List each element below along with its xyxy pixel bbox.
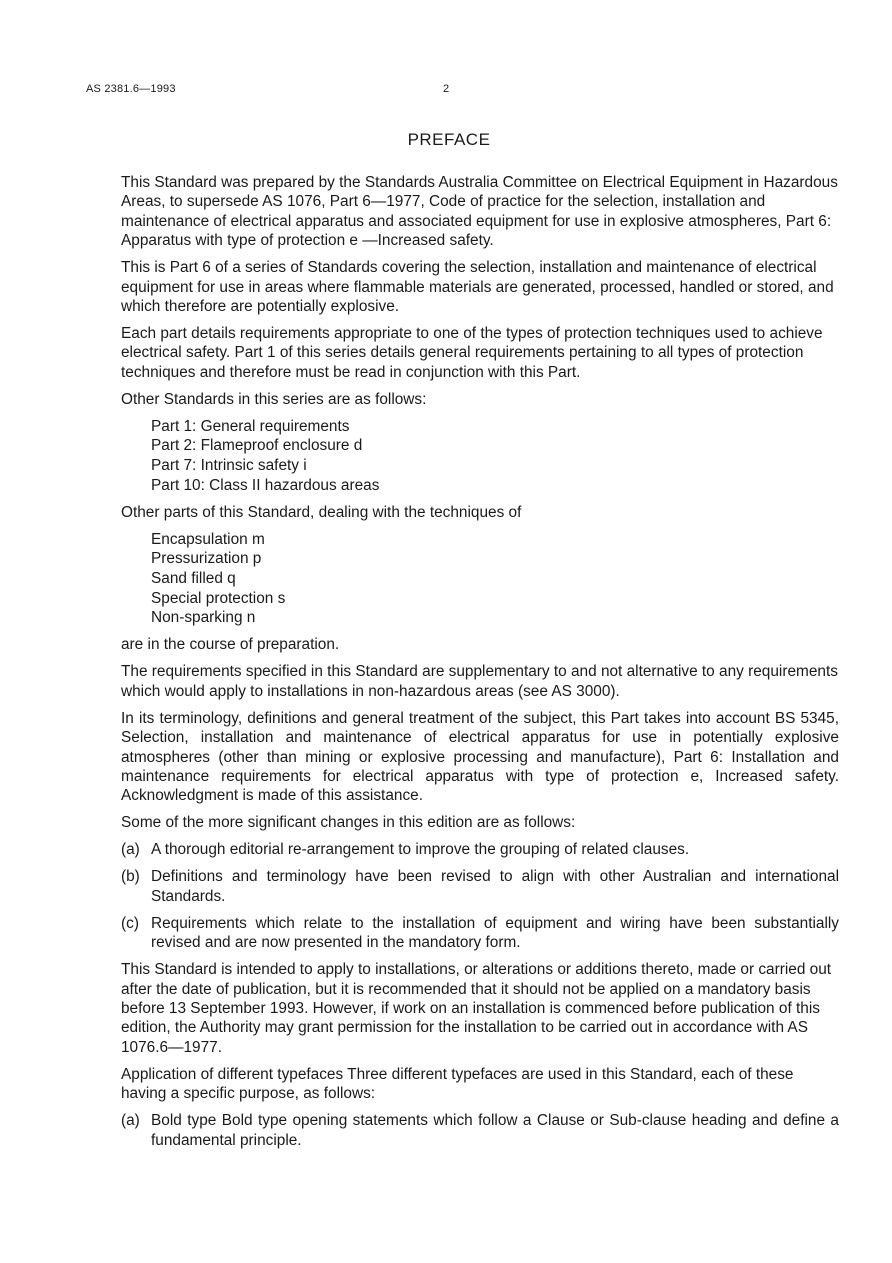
list-text: Requirements which relate to the installation of equipment and wiring have been substantially revised and are now presented in the mandatory form.: [151, 914, 839, 952]
list-label: (b): [121, 868, 140, 886]
paragraph-preparation: are in the course of preparation.: [121, 636, 340, 654]
page-number: 2: [443, 83, 450, 95]
list-text: A thorough editorial re-arrangement to improve the grouping of related clauses.: [151, 841, 690, 859]
paragraph-typefaces: Application of different typefaces Three different typefaces are used in this Standard, each of these having a specific purpose, as follows:: [121, 1065, 794, 1103]
techniques-list: [151, 530, 839, 628]
paragraph-other-standards: Other Standards in this series are as follows:: [121, 390, 427, 408]
page-title: PREFACE: [407, 130, 491, 149]
list-item: [121, 840, 839, 859]
list-item: Part 10: Class II hazardous areas: [151, 476, 380, 494]
paragraph-other-parts: Other parts of this Standard, dealing with the techniques of: [121, 503, 522, 521]
list-label: (c): [121, 914, 139, 932]
list-item: Part 2: Flameproof enclosure d: [151, 437, 363, 455]
list-item: Non-sparking n: [151, 609, 256, 627]
list-item: Sand filled q: [151, 570, 236, 587]
document-body: [121, 173, 839, 1158]
paragraph-supersede: This Standard was prepared by the Standards Australia Committee on Electrical Equipment in Hazardous Areas, to supersede AS 1076, Part 6—1977, Code of practice for the selection, installation and maintenance of electrical apparatus and associated equipment for use in explosive atmospheres, Part 6: Apparatus with type of protection e —Increased safety.: [121, 174, 838, 250]
list-label: (a): [121, 1112, 140, 1130]
list-item: [121, 1111, 839, 1150]
paragraph-requirements: The requirements specified in this Standard are supplementary to and not alternative to any requirements which would apply to installations in non-hazardous areas (see AS 3000).: [121, 663, 838, 700]
series-parts-list: [151, 417, 839, 495]
paragraph-terminology: In its terminology, definitions and general treatment of the subject, this Part takes into account BS 5345, Selection, installation and maintenance of electrical apparatus for use in potentially explosive atmospheres (other than mining or explosive processing and manufacture), Part 6: Installation and maintenance requirements for electrical apparatus with type of protection e, Increased safety. Acknowledgment is made of this assistance.: [121, 709, 839, 805]
paragraph-part-details: Each part details requirements appropriate to one of the types of protection techniques used to achieve electrical safety. Part 1 of this series details general requirements pertaining to all types of protection techniques and therefore must be read in conjunction with this Part.: [121, 325, 823, 381]
document-id: AS 2381.6—1993: [86, 83, 176, 95]
list-text: Bold type Bold type opening statements which follow a Clause or Sub-clause heading and define a fundamental principle.: [151, 1112, 839, 1149]
list-item: Part 7: Intrinsic safety i: [151, 457, 307, 475]
list-item: Part 1: General requirements: [151, 417, 350, 435]
list-label: (a): [121, 841, 140, 859]
paragraph-changes-intro: Some of the more significant changes in this edition are as follows:: [121, 814, 576, 832]
list-item: Encapsulation m: [151, 530, 265, 548]
list-item: Special protection s: [151, 589, 286, 607]
list-text: Definitions and terminology have been revised to align with other Australian and international Standards.: [151, 868, 839, 905]
list-item: [121, 914, 839, 953]
paragraph-application: This Standard is intended to apply to installations, or alterations or additions thereto, made or carried out after the date of publication, but it is recommended that it should not be applied on a mandatory basis before 13 September 1993. However, if work on an installation is commenced before publication of this edition, the Authority may grant permission for the installation to be carried out in accordance with AS 1076.6—1977.: [121, 961, 832, 1056]
list-item: [121, 867, 839, 906]
paragraph-series-intro: This is Part 6 of a series of Standards covering the selection, installation and maintenance of electrical equipment for use in areas where flammable materials are generated, processed, handled or stored, and which therefore are potentially explosive.: [121, 259, 834, 316]
list-item: Pressurization p: [151, 550, 262, 568]
